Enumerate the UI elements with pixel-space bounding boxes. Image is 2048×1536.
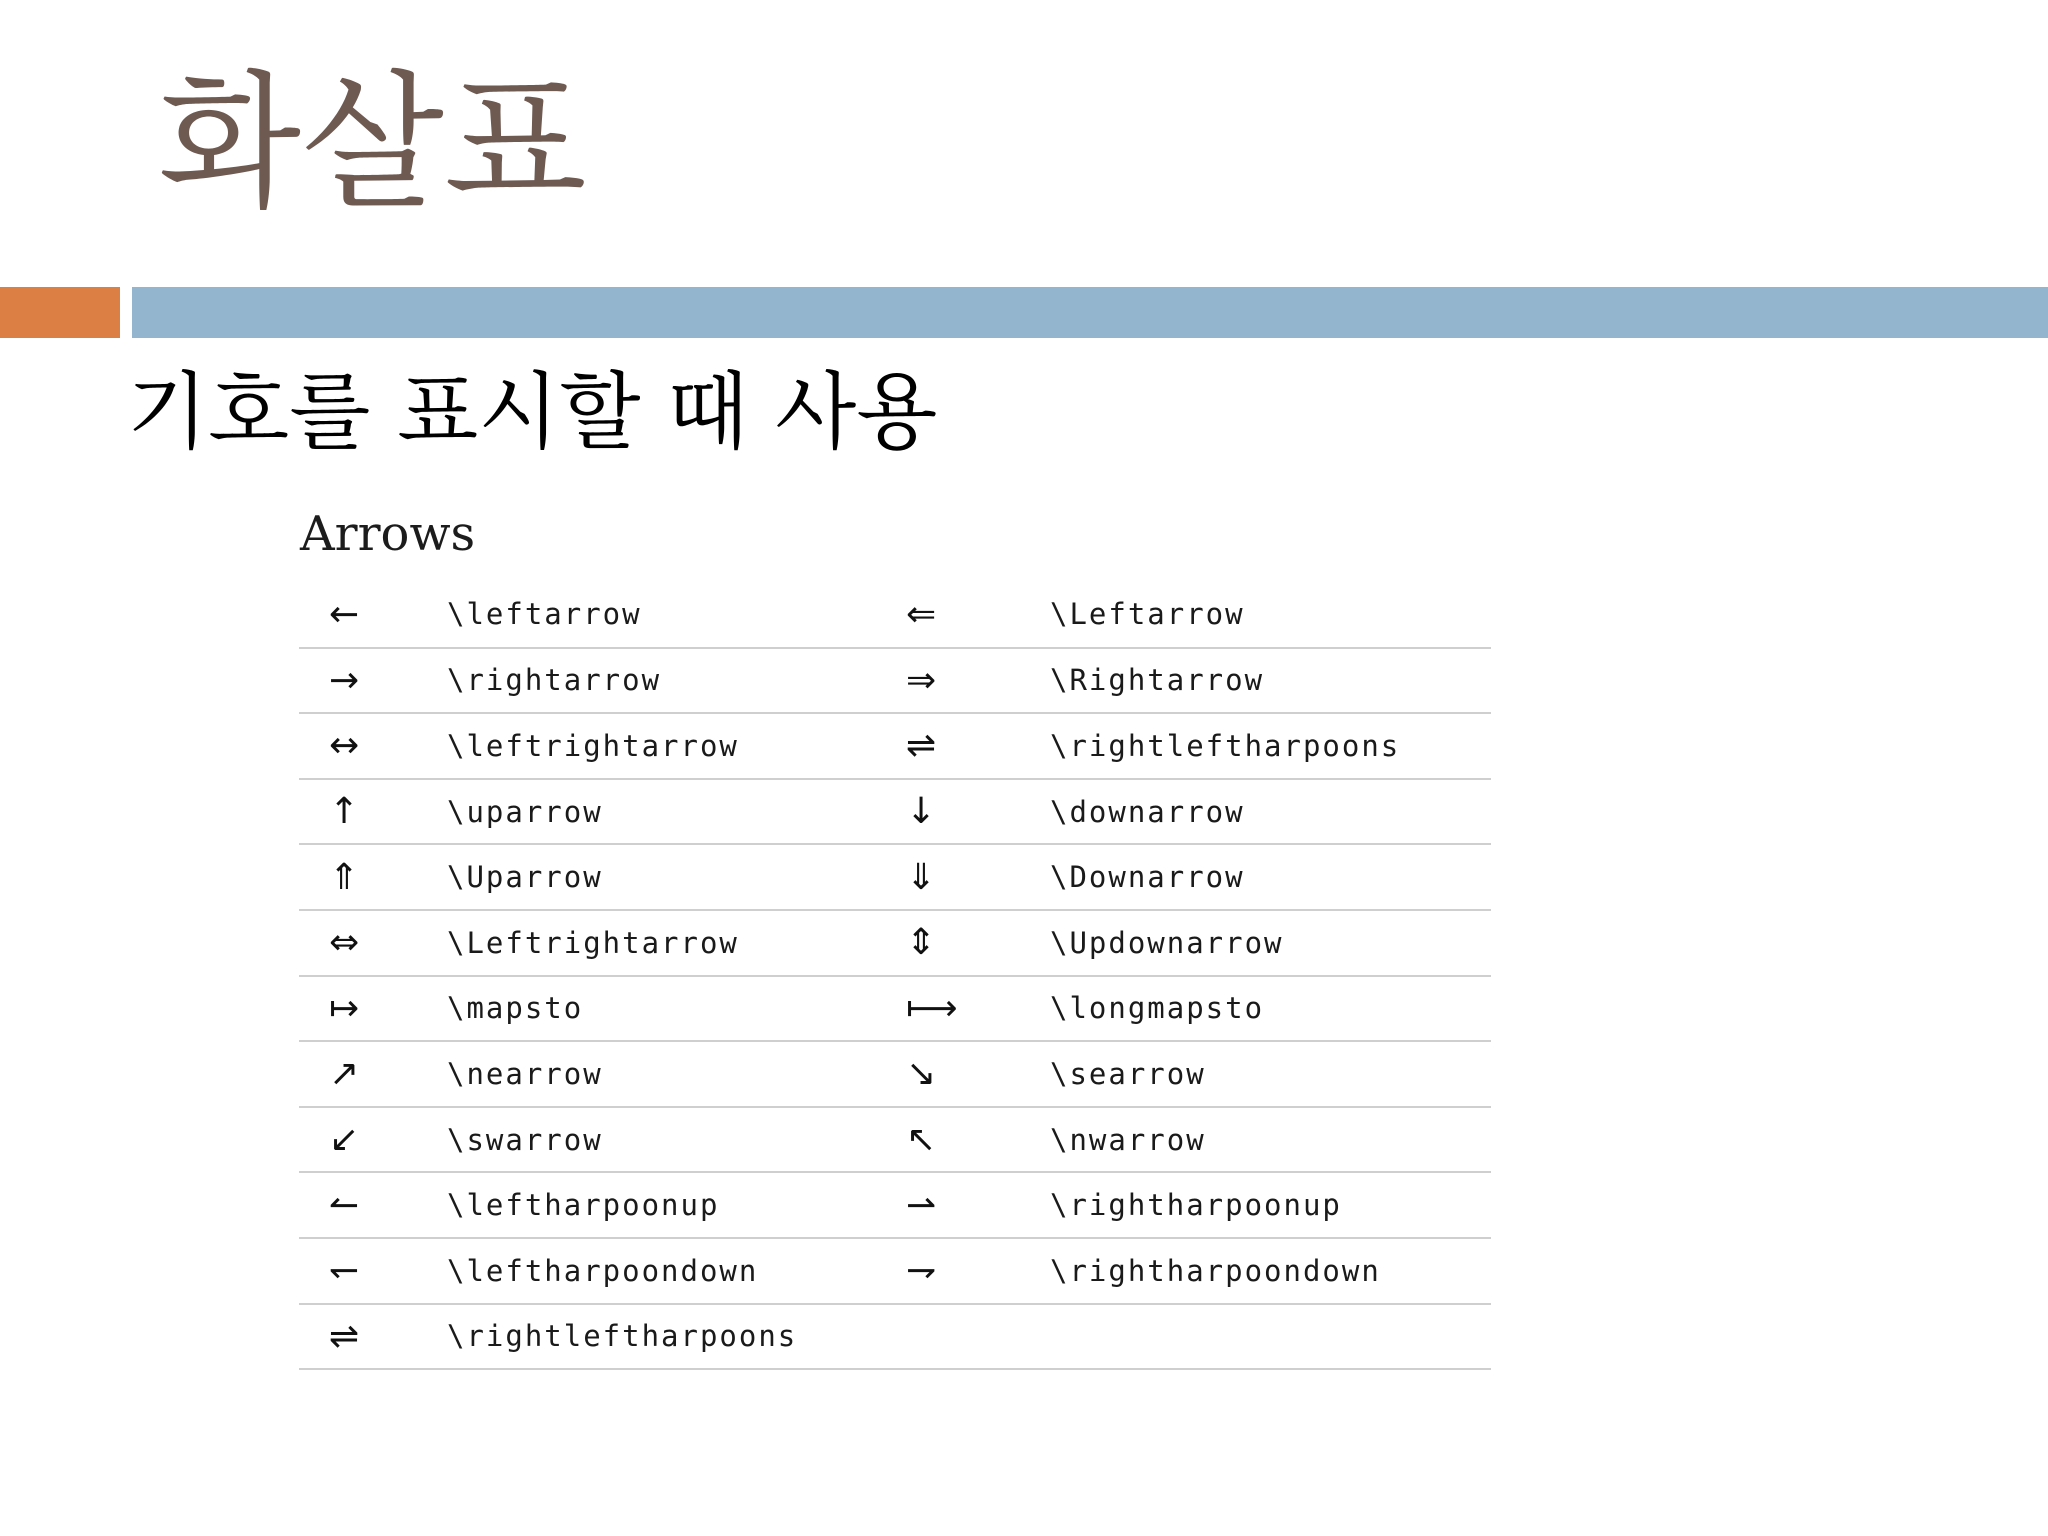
arrow-symbol: → bbox=[329, 659, 360, 701]
arrow-symbol: ⇌ bbox=[906, 725, 937, 767]
latex-command: \downarrow bbox=[1050, 794, 1245, 829]
arrows-table bbox=[299, 582, 1491, 1370]
latex-command: \Updownarrow bbox=[1050, 925, 1284, 960]
arrow-symbol: ⇓ bbox=[906, 856, 937, 898]
arrow-symbol bbox=[906, 1304, 1050, 1370]
table-row bbox=[299, 1172, 1491, 1238]
latex-command: \mapsto bbox=[447, 991, 584, 1026]
latex-command: \rightarrow bbox=[447, 663, 662, 698]
table-heading: Arrows bbox=[300, 506, 476, 562]
arrow-symbol: ↗ bbox=[329, 1053, 360, 1095]
latex-command: \Rightarrow bbox=[1050, 663, 1265, 698]
arrow-symbol: ↙ bbox=[329, 1119, 360, 1161]
arrow-symbol: ⇁ bbox=[906, 1250, 937, 1292]
table-row bbox=[299, 1238, 1491, 1304]
arrow-symbol: ← bbox=[329, 593, 360, 635]
arrow-symbol: ↦ bbox=[329, 987, 360, 1029]
arrow-symbol: ⇔ bbox=[329, 922, 360, 964]
latex-command: \longmapsto bbox=[1050, 991, 1265, 1026]
table-row bbox=[299, 1304, 1491, 1370]
latex-command: \leftrightarrow bbox=[447, 728, 739, 763]
table-row bbox=[299, 582, 1491, 648]
table-row bbox=[299, 976, 1491, 1042]
latex-command: \searrow bbox=[1050, 1056, 1206, 1091]
arrow-symbol: ↖ bbox=[906, 1119, 937, 1161]
arrow-symbol: ↘ bbox=[906, 1053, 937, 1095]
arrow-symbol: ⇌ bbox=[329, 1315, 360, 1357]
table-row bbox=[299, 1107, 1491, 1173]
latex-command bbox=[1050, 1304, 1491, 1370]
table-row bbox=[299, 713, 1491, 779]
arrow-symbol: ⇒ bbox=[906, 659, 937, 701]
latex-command: \rightharpoonup bbox=[1050, 1188, 1342, 1223]
latex-command: \Downarrow bbox=[1050, 860, 1245, 895]
table-row bbox=[299, 844, 1491, 910]
title-rule-bar bbox=[132, 287, 2048, 338]
latex-command: \nearrow bbox=[447, 1056, 603, 1091]
arrow-symbol: ⇑ bbox=[329, 856, 360, 898]
latex-command: \Uparrow bbox=[447, 860, 603, 895]
table-row bbox=[299, 910, 1491, 976]
accent-bar bbox=[0, 287, 120, 338]
latex-command: \rightharpoondown bbox=[1050, 1253, 1381, 1288]
table-row bbox=[299, 648, 1491, 714]
arrow-symbol: ⇕ bbox=[906, 922, 937, 964]
arrow-symbol: ⇀ bbox=[906, 1184, 937, 1226]
table-row bbox=[299, 779, 1491, 845]
table-row bbox=[299, 1041, 1491, 1107]
latex-command: \leftarrow bbox=[447, 597, 642, 632]
arrow-symbol: ↑ bbox=[329, 791, 360, 833]
arrow-symbol: ↓ bbox=[906, 791, 937, 833]
latex-command: \uparrow bbox=[447, 794, 603, 829]
arrow-symbol: ↼ bbox=[329, 1184, 360, 1226]
latex-command: \rightleftharpoons bbox=[447, 1319, 798, 1354]
arrow-symbol: ↽ bbox=[329, 1250, 360, 1292]
arrow-symbol: ⟼ bbox=[906, 987, 958, 1029]
arrow-symbol: ⇐ bbox=[906, 593, 937, 635]
latex-command: \swarrow bbox=[447, 1122, 603, 1157]
latex-command: \leftharpoondown bbox=[447, 1253, 759, 1288]
arrow-symbol: ↔ bbox=[329, 725, 360, 767]
latex-command: \rightleftharpoons bbox=[1050, 728, 1401, 763]
latex-command: \Leftarrow bbox=[1050, 597, 1245, 632]
slide-subtitle: 기호를 표시할 때 사용 bbox=[127, 363, 938, 461]
latex-command: \leftharpoonup bbox=[447, 1188, 720, 1223]
latex-command: \Leftrightarrow bbox=[447, 925, 739, 960]
slide-title: 화살표 bbox=[158, 57, 587, 229]
latex-command: \nwarrow bbox=[1050, 1122, 1206, 1157]
